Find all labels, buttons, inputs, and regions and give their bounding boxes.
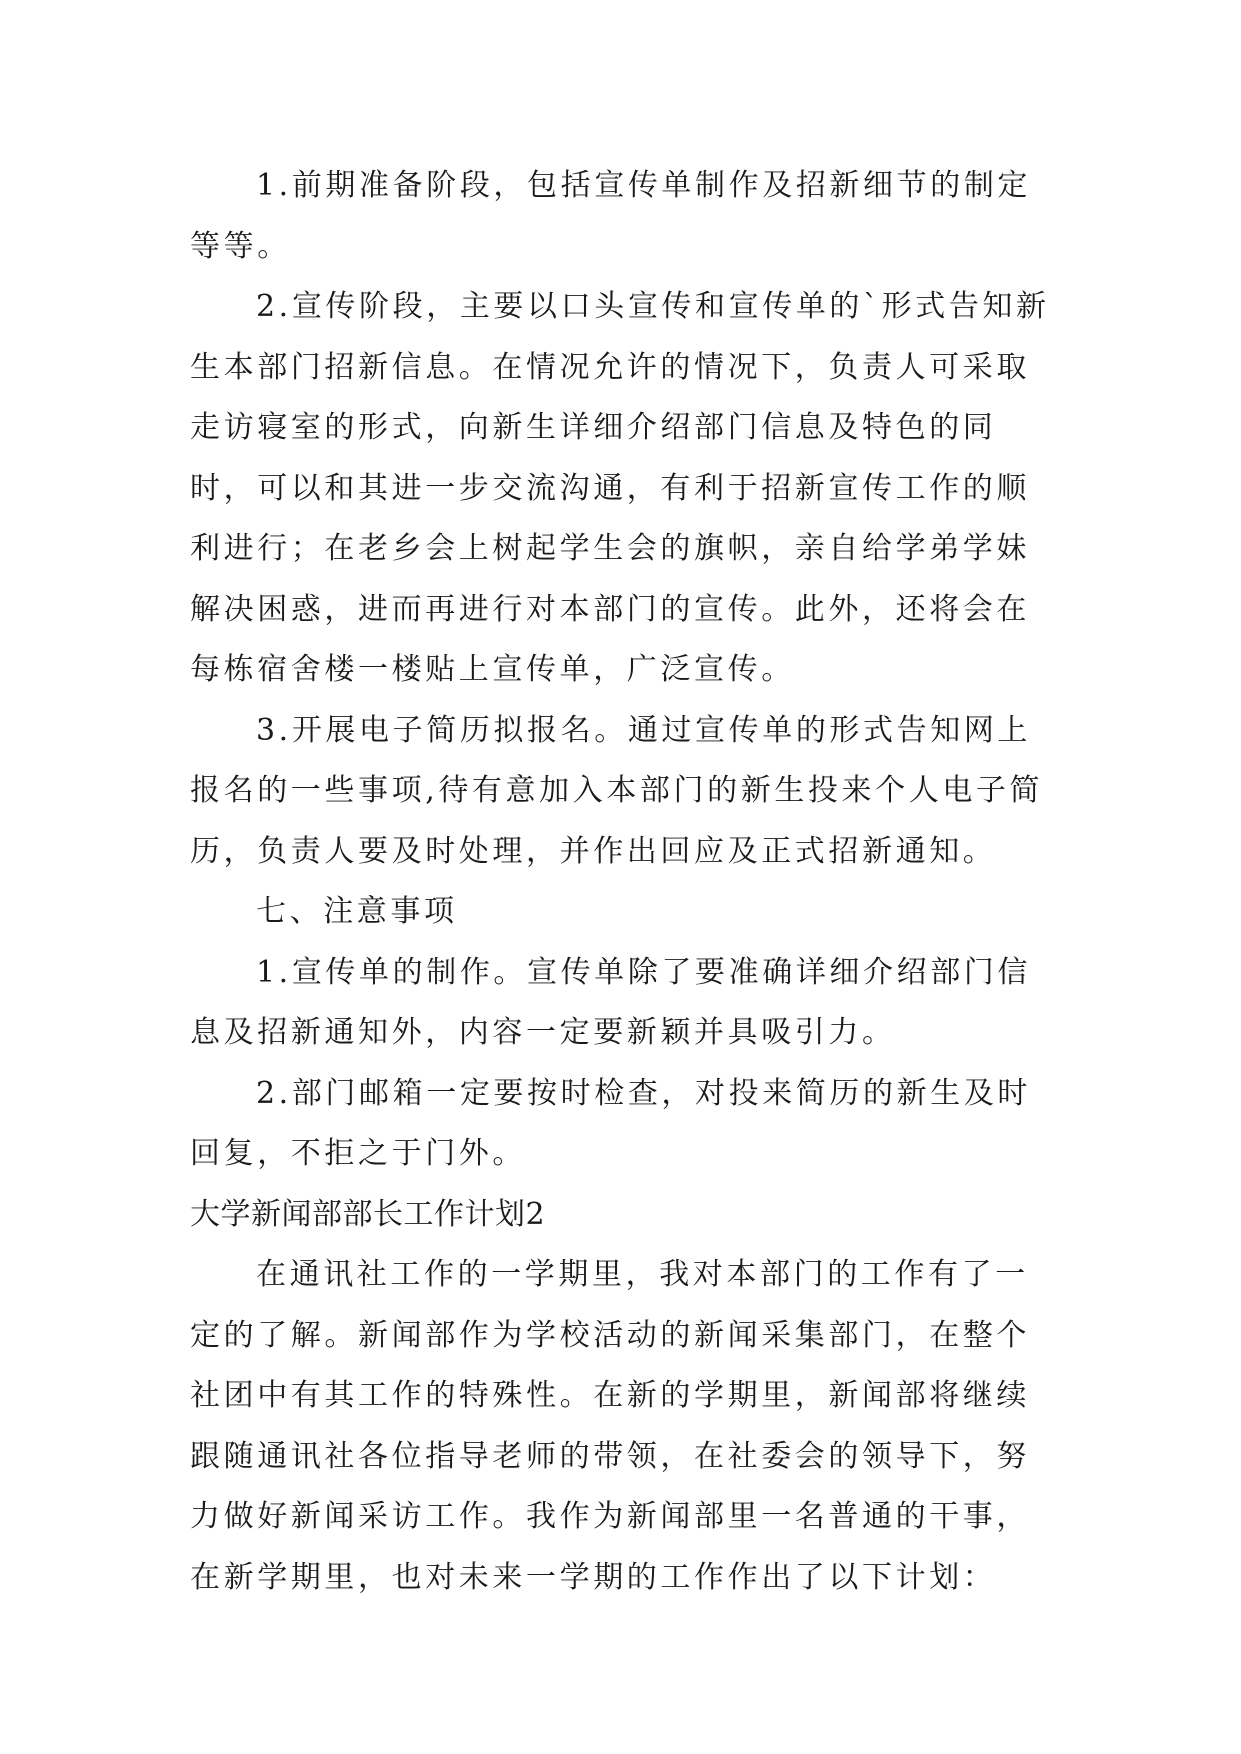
paragraph-plan-intro: 在通讯社工作的一学期里，我对本部门的工作有了一定的了解。新闻部作为学校活动的新闻采集部门，在整个社团中有其工作的特殊性。在新的学期里，新闻部将继续跟随通讯社各位指导老师的带领，在社委会的领导下，努力做好新闻采访工作。我作为新闻部里一名普通的干事，在新学期里，也对未来一学期的工作作出了以下计划： [190, 1257, 1030, 1595]
paragraph-mailbox-check: 2.部门邮箱一定要按时检查，对投来简历的新生及时回复，不拒之于门外。 [190, 1075, 1032, 1171]
paragraph-prep-stage: 1.前期准备阶段，包括宣传单制作及招新细节的制定等等。 [190, 168, 1032, 264]
paragraph-flyer-making: 1.宣传单的制作。宣传单除了要准确详细介绍部门信息及招新通知外，内容一定要新颖并具吸引力。 [190, 954, 1032, 1050]
section-heading-notes: 七、注意事项 [256, 894, 458, 929]
document-body [190, 156, 1056, 1608]
section-title: 大学新闻部部长工作计划2 [190, 1196, 546, 1232]
paragraph-publicity-stage: 2.宣传阶段，主要以口头宣传和宣传单的`形式告知新生本部门招新信息。在情况允许的情况下，负责人可采取走访寝室的形式，向新生详细介绍部门信息及特色的同时，可以和其进一步交流沟通，有利于招新宣传工作的顺利进行；在老乡会上树起学生会的旗帜，亲自给学弟学妹解决困惑，进而再进行对本部门的宣传。此外，还将会在每栋宿舍楼一楼贴上宣传单，广泛宣传。 [190, 289, 1050, 687]
paragraph-online-registration: 3.开展电子简历拟报名。通过宣传单的形式告知网上报名的一些事项,待有意加入本部门的新生投来个人电子简历，负责人要及时处理，并作出回应及正式招新通知。 [190, 712, 1044, 869]
